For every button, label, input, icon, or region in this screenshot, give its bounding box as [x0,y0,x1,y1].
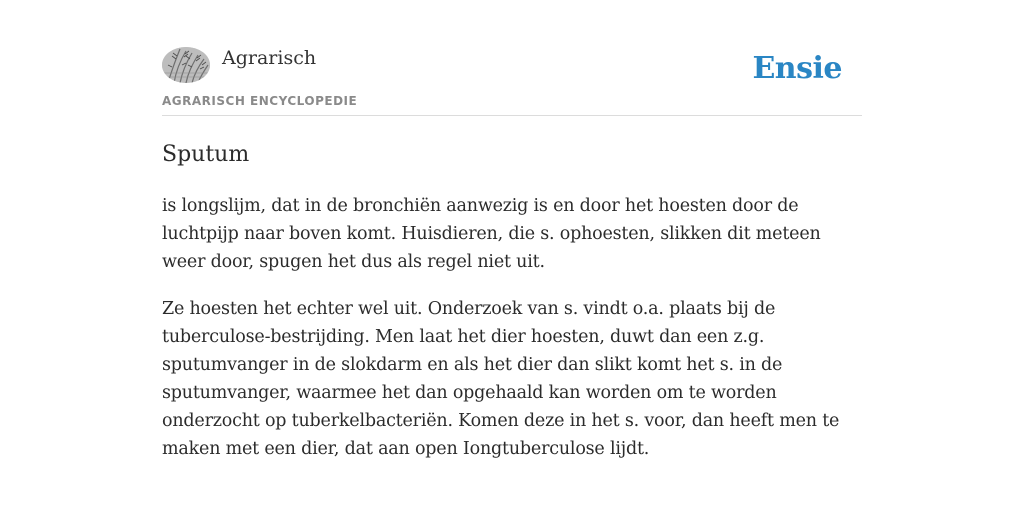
page-container [162,0,862,459]
source-name[interactable]: Agrarisch [222,47,317,69]
wheat-image-icon[interactable] [162,47,210,83]
article-paragraph: is longslijm, dat in de bronchiën aanwezig is en door het hoesten door de luchtpijp naar boven komt. Huisdieren, die s. ophoesten, slikken dit meteen weer door, spugen het dus als regel niet uit. [162,196,821,272]
article-body [162,192,862,482]
source-subtitle[interactable]: AGRARISCH ENCYCLOPEDIE [162,94,358,108]
article-paragraph: Ze hoesten het echter wel uit. Onderzoek van s. vindt o.a. plaats bij de tuberculose-bestrijding. Men laat het dier hoesten, duwt dan een z.g. sputumvanger in de slokdarm en als het dier dan slikt komt het s. in de sputumvanger, waarmee het dan opgehaald kan worden om te worden onderzocht op tuberkelbacteriën. Komen deze in het s. voor, dan heeft men te maken met een dier, dat aan open Iongtuberculose lijdt. [162,299,840,459]
header [162,0,862,116]
ensie-logo-link[interactable]: Ensie [752,51,842,86]
page-title: Sputum [162,142,250,167]
